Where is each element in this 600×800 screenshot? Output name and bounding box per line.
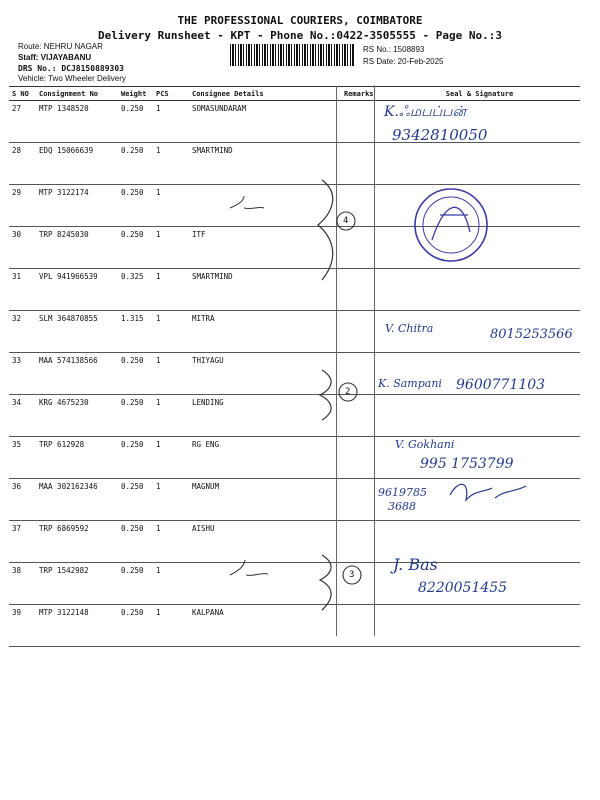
pieces-count: 1 — [153, 311, 189, 353]
weight-value: 0.250 — [118, 479, 153, 521]
serial-number: 31 — [9, 269, 36, 311]
weight-value: 0.250 — [118, 143, 153, 185]
weight-value: 1.315 — [118, 311, 153, 353]
consignment-number: TRP 8245030 — [36, 227, 118, 269]
col-sno: S NO — [9, 87, 36, 101]
consignment-number: MTP 3122148 — [36, 605, 118, 647]
serial-number: 34 — [9, 395, 36, 437]
consignee-name: ITF — [189, 227, 341, 269]
vehicle-label: Vehicle: Two Wheeler Delivery — [18, 74, 126, 83]
route-label: Route: NEHRU NAGAR — [18, 42, 103, 51]
col-consignment: Consignment No — [36, 87, 118, 101]
consignee-name: SMARTMIND — [189, 269, 341, 311]
pieces-count: 1 — [153, 563, 189, 605]
consignee-name: THIYAGU — [189, 353, 341, 395]
consignee-name: SMARTMIND — [189, 143, 341, 185]
signature-row38: J. Bas — [393, 555, 438, 574]
bracket-count-38: 3 — [349, 570, 355, 580]
weight-value: 0.250 — [118, 101, 153, 143]
consignment-number: EDQ 15066639 — [36, 143, 118, 185]
signature-row35-phone: 995 1753799 — [420, 456, 514, 472]
consignment-number: TRP 1542982 — [36, 563, 118, 605]
serial-number: 36 — [9, 479, 36, 521]
col-pcs: PCS — [153, 87, 189, 101]
rs-date: RS Date: 20-Feb-2025 — [363, 57, 444, 66]
pieces-count: 1 — [153, 521, 189, 563]
col-consignee: Consignee Details — [189, 87, 341, 101]
signature-row35: V. Gokhani — [395, 438, 455, 451]
consignee-name: MITRA — [189, 311, 341, 353]
serial-number: 37 — [9, 521, 36, 563]
col-seal-signature: Seal & Signature — [379, 87, 580, 101]
signature-row36-a: 9619785 — [378, 486, 427, 499]
consignment-number: MAA 574138566 — [36, 353, 118, 395]
rs-number: RS No.: 1508893 — [363, 45, 425, 54]
signature-row38-phone: 8220051455 — [418, 580, 508, 596]
consignee-name: AISHU — [189, 521, 341, 563]
consignment-number: MAA 302162346 — [36, 479, 118, 521]
weight-value: 0.250 — [118, 563, 153, 605]
weight-value: 0.250 — [118, 185, 153, 227]
consignment-number: TRP 612928 — [36, 437, 118, 479]
pieces-count: 1 — [153, 185, 189, 227]
company-seal — [415, 189, 487, 261]
weight-value: 0.325 — [118, 269, 153, 311]
weight-value: 0.250 — [118, 605, 153, 647]
col-weight: Weight — [118, 87, 153, 101]
weight-value: 0.250 — [118, 521, 153, 563]
serial-number: 39 — [9, 605, 36, 647]
consignment-number: SLM 364870855 — [36, 311, 118, 353]
pieces-count: 1 — [153, 395, 189, 437]
consignment-number: VPL 941966539 — [36, 269, 118, 311]
runsheet-subtitle: Delivery Runsheet - KPT - Phone No.:0422-3505555 - Page No.:3 — [98, 29, 502, 42]
signature-row32-phone: 8015253566 — [490, 327, 573, 342]
weight-value: 0.250 — [118, 353, 153, 395]
serial-number: 33 — [9, 353, 36, 395]
signature-row34-phone: 9600771103 — [456, 377, 546, 393]
pieces-count: 1 — [153, 143, 189, 185]
signature-row32: V. Chitra — [385, 322, 434, 335]
pieces-count: 1 — [153, 479, 189, 521]
col-remarks: Remarks — [341, 87, 379, 101]
consignee-name: RG ENG — [189, 437, 341, 479]
consignee-name: KALPANA — [189, 605, 341, 647]
consignee-name: MAGNUM — [189, 479, 341, 521]
consignment-number: TRP 6869592 — [36, 521, 118, 563]
serial-number: 28 — [9, 143, 36, 185]
consignment-number: MTP 3122174 — [36, 185, 118, 227]
weight-value: 0.250 — [118, 395, 153, 437]
consignee-name: LENDING — [189, 395, 341, 437]
signature-row27-phone: 9342810050 — [392, 126, 488, 144]
company-title: THE PROFESSIONAL COURIERS, COIMBATORE — [177, 14, 423, 27]
weight-value: 0.250 — [118, 227, 153, 269]
consignment-number: MTP 1348520 — [36, 101, 118, 143]
drs-label: DRS No.: DCJ8150889303 — [18, 64, 124, 73]
signature-row36-b: 3688 — [388, 500, 416, 513]
pieces-count: 1 — [153, 101, 189, 143]
signature-row34: K. Sampani — [378, 377, 442, 390]
serial-number: 30 — [9, 227, 36, 269]
bracket-count-29-31: 4 — [343, 216, 349, 226]
pieces-count: 1 — [153, 269, 189, 311]
serial-number: 29 — [9, 185, 36, 227]
consignment-number: KRG 4675230 — [36, 395, 118, 437]
bracket-count-33-34: 2 — [345, 387, 351, 397]
weight-value: 0.250 — [118, 437, 153, 479]
serial-number: 35 — [9, 437, 36, 479]
signature-row27-name: K.ஃமபப்பன் — [384, 104, 466, 120]
serial-number: 38 — [9, 563, 36, 605]
pieces-count: 1 — [153, 437, 189, 479]
serial-number: 32 — [9, 311, 36, 353]
pieces-count: 1 — [153, 227, 189, 269]
consignee-name: SOMASUNDARAM — [189, 101, 341, 143]
serial-number: 27 — [9, 101, 36, 143]
pieces-count: 1 — [153, 605, 189, 647]
pieces-count: 1 — [153, 353, 189, 395]
staff-label: Staff: VIJAYABANU — [18, 53, 92, 62]
